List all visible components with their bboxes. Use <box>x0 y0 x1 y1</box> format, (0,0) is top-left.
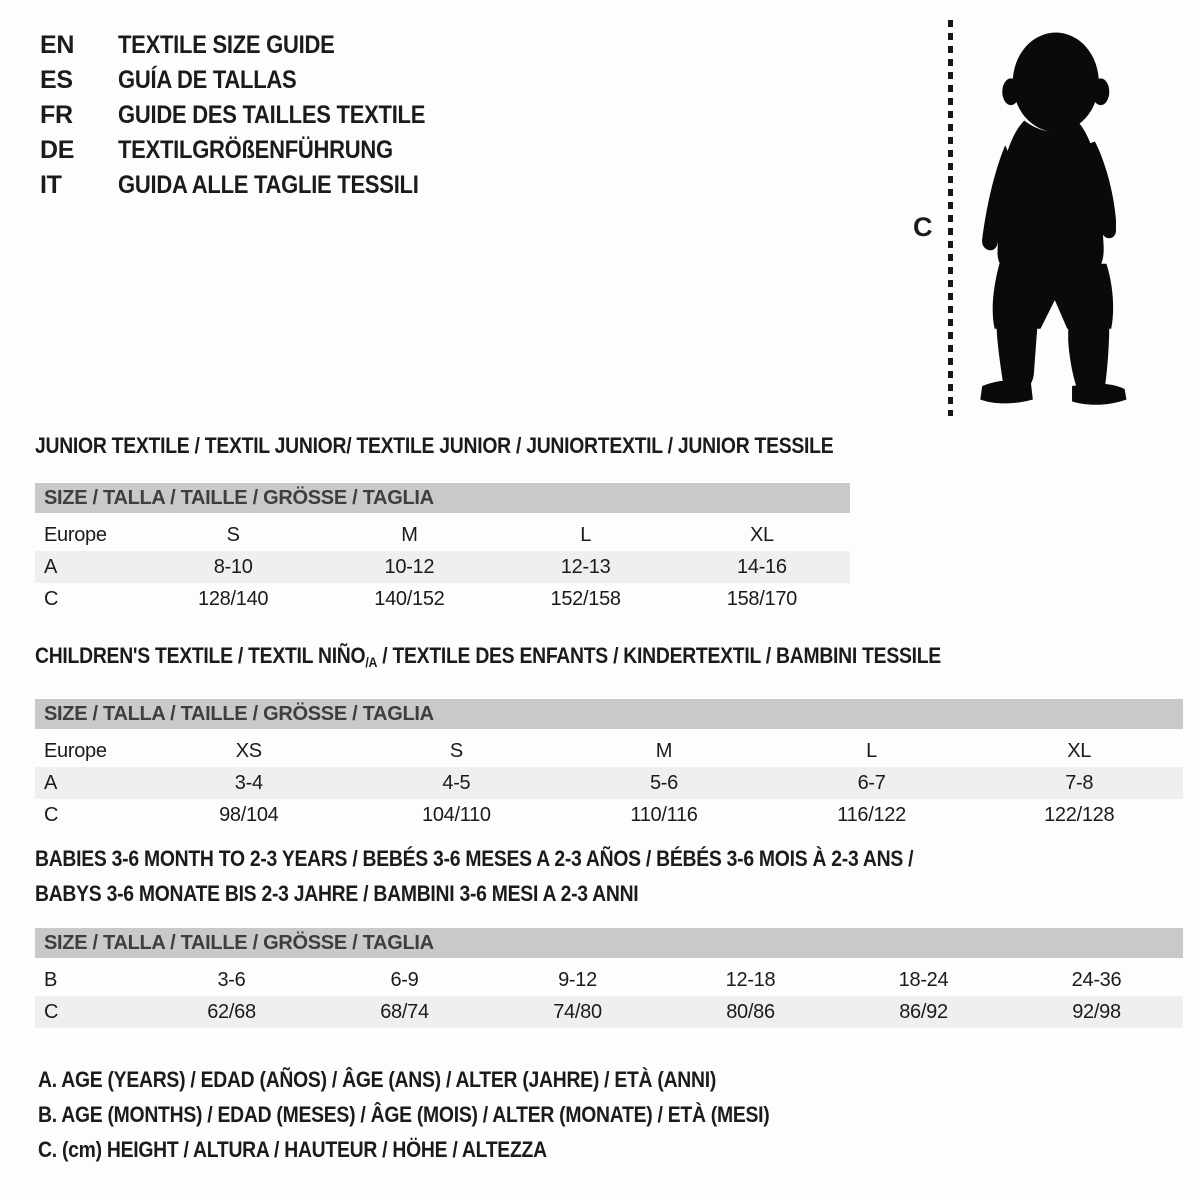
section-title-junior: JUNIOR TEXTILE / TEXTIL JUNIOR/ TEXTILE JUNIOR / JUNIORTEXTIL / JUNIOR TESSILE <box>35 433 834 458</box>
title-part: CHILDREN'S TEXTILE / TEXTIL NIÑO <box>35 643 366 668</box>
size-table-cell: 68/74 <box>380 1000 429 1023</box>
size-table-cell: 10-12 <box>384 555 435 578</box>
guide-title-en: TEXTILE SIZE GUIDE <box>118 31 335 59</box>
measure-legend <box>38 1062 869 1167</box>
row-label: C <box>44 587 59 610</box>
size-table-cell: 5-6 <box>649 771 678 794</box>
size-table-cell: 116/122 <box>837 803 906 826</box>
guide-title-fr: GUIDE DES TAILLES TEXTILE <box>118 101 426 129</box>
size-table-header: SIZE / TALLA / TAILLE / GRÖSSE / TAGLIA <box>35 928 1183 958</box>
language-title-list <box>40 28 467 203</box>
size-table-row <box>35 519 850 551</box>
size-table-row <box>35 767 1183 799</box>
guide-title-de: TEXTILGRÖßENFÜHRUNG <box>118 136 393 164</box>
lang-code: IT <box>40 171 62 199</box>
size-table-row <box>35 799 1183 831</box>
size-table-cell: 6-7 <box>857 771 886 794</box>
lang-row-it <box>40 168 467 203</box>
row-label: A <box>44 771 58 794</box>
title-part: / TEXTILE DES ENFANTS / KINDERTEXTIL / BAMBINI TESSILE <box>377 643 941 668</box>
section-title-babies-line2: BABYS 3-6 MONATE BIS 2-3 JAHRE / BAMBINI 3-6 MESI A 2-3 ANNI <box>35 881 639 906</box>
size-table-cell: S <box>449 739 463 762</box>
size-table-cell: XL <box>1067 739 1092 762</box>
size-table-header: SIZE / TALLA / TAILLE / GRÖSSE / TAGLIA <box>35 483 850 513</box>
size-table-row <box>35 996 1183 1028</box>
size-table-row <box>35 583 850 615</box>
height-measure-label: C <box>913 212 933 242</box>
legend-line-a: A. AGE (YEARS) / EDAD (AÑOS) / ÂGE (ANS) / ALTER (JAHRE) / ETÀ (ANNI) <box>38 1066 717 1092</box>
size-table-row <box>35 551 850 583</box>
size-table-cell: 18-24 <box>898 968 949 991</box>
section-babies-textile <box>35 845 1183 1028</box>
size-table-cell: 122/128 <box>1044 803 1115 826</box>
babies-size-table <box>35 928 1183 1028</box>
size-table-cell: M <box>655 739 673 762</box>
lang-code: FR <box>40 101 73 129</box>
size-table-cell: 104/110 <box>422 803 491 826</box>
size-table-cell: M <box>401 523 418 546</box>
size-table-cell: 3-4 <box>234 771 263 794</box>
title-part-subscript: /A <box>365 654 378 670</box>
size-table-cell: 152/158 <box>550 587 621 610</box>
size-table-header: SIZE / TALLA / TAILLE / GRÖSSE / TAGLIA <box>35 699 1183 729</box>
size-table-cell: 62/68 <box>207 1000 256 1023</box>
section-title-babies-line1: BABIES 3-6 MONTH TO 2-3 YEARS / BEBÉS 3-6 MESES A 2-3 AÑOS / BÉBÉS 3-6 MOIS À 2-3 ANS / <box>35 846 914 871</box>
size-table-cell: 4-5 <box>442 771 471 794</box>
legend-line-c: C. (cm) HEIGHT / ALTURA / HAUTEUR / HÖHE / ALTEZZA <box>38 1136 547 1162</box>
row-label: Europe <box>44 739 107 762</box>
row-label: A <box>44 555 58 578</box>
lang-row-es <box>40 63 467 98</box>
size-table-cell: 6-9 <box>390 968 419 991</box>
section-title-children <box>35 642 941 676</box>
size-table-cell: 12-13 <box>560 555 611 578</box>
row-label: Europe <box>44 523 107 546</box>
guide-title-it: GUIDA ALLE TAGLIE TESSILI <box>118 171 419 199</box>
size-table-cell: 9-12 <box>558 968 597 991</box>
row-label: B <box>44 968 58 991</box>
size-table-cell: 3-6 <box>217 968 246 991</box>
lang-code: EN <box>40 31 75 59</box>
size-table-cell: 7-8 <box>1065 771 1094 794</box>
size-table-cell: 110/116 <box>630 803 698 826</box>
lang-code: DE <box>40 136 75 164</box>
lang-row-en <box>40 28 467 63</box>
size-table-cell: 140/152 <box>374 587 445 610</box>
baby-silhouette-icon <box>965 16 1137 416</box>
lang-row-fr <box>40 98 467 133</box>
row-label: C <box>44 1000 59 1023</box>
size-table-cell: 158/170 <box>726 587 797 610</box>
size-table-cell: 8-10 <box>213 555 253 578</box>
section-childrens-textile <box>35 642 1183 831</box>
size-table-cell: 74/80 <box>553 1000 602 1023</box>
children-size-table <box>35 699 1183 831</box>
size-table-cell: XS <box>235 739 262 762</box>
height-measure-figure <box>905 14 1195 422</box>
row-label: C <box>44 803 59 826</box>
size-table-cell: L <box>580 523 592 546</box>
legend-line-b: B. AGE (MONTHS) / EDAD (MESES) / ÂGE (MOIS) / ALTER (MONATE) / ETÀ (MESI) <box>38 1101 770 1127</box>
size-table-row <box>35 964 1183 996</box>
size-table-cell: 128/140 <box>198 587 269 610</box>
lang-code: ES <box>40 66 73 94</box>
size-table-cell: 12-18 <box>725 968 776 991</box>
guide-title-es: GUÍA DE TALLAS <box>118 66 297 94</box>
size-table-cell: 80/86 <box>726 1000 775 1023</box>
lang-row-de <box>40 133 467 168</box>
size-table-row <box>35 735 1183 767</box>
size-table-cell: 24-36 <box>1071 968 1122 991</box>
size-table-cell: XL <box>749 523 774 546</box>
height-dashed-line <box>948 20 953 416</box>
section-junior-textile <box>35 432 942 615</box>
size-table-cell: L <box>866 739 877 762</box>
size-table-cell: S <box>226 523 240 546</box>
size-table-cell: 98/104 <box>219 803 279 826</box>
size-table-cell: 92/98 <box>1072 1000 1121 1023</box>
size-table-cell: 14-16 <box>737 555 787 578</box>
junior-size-table <box>35 483 850 615</box>
size-table-cell: 86/92 <box>899 1000 948 1023</box>
